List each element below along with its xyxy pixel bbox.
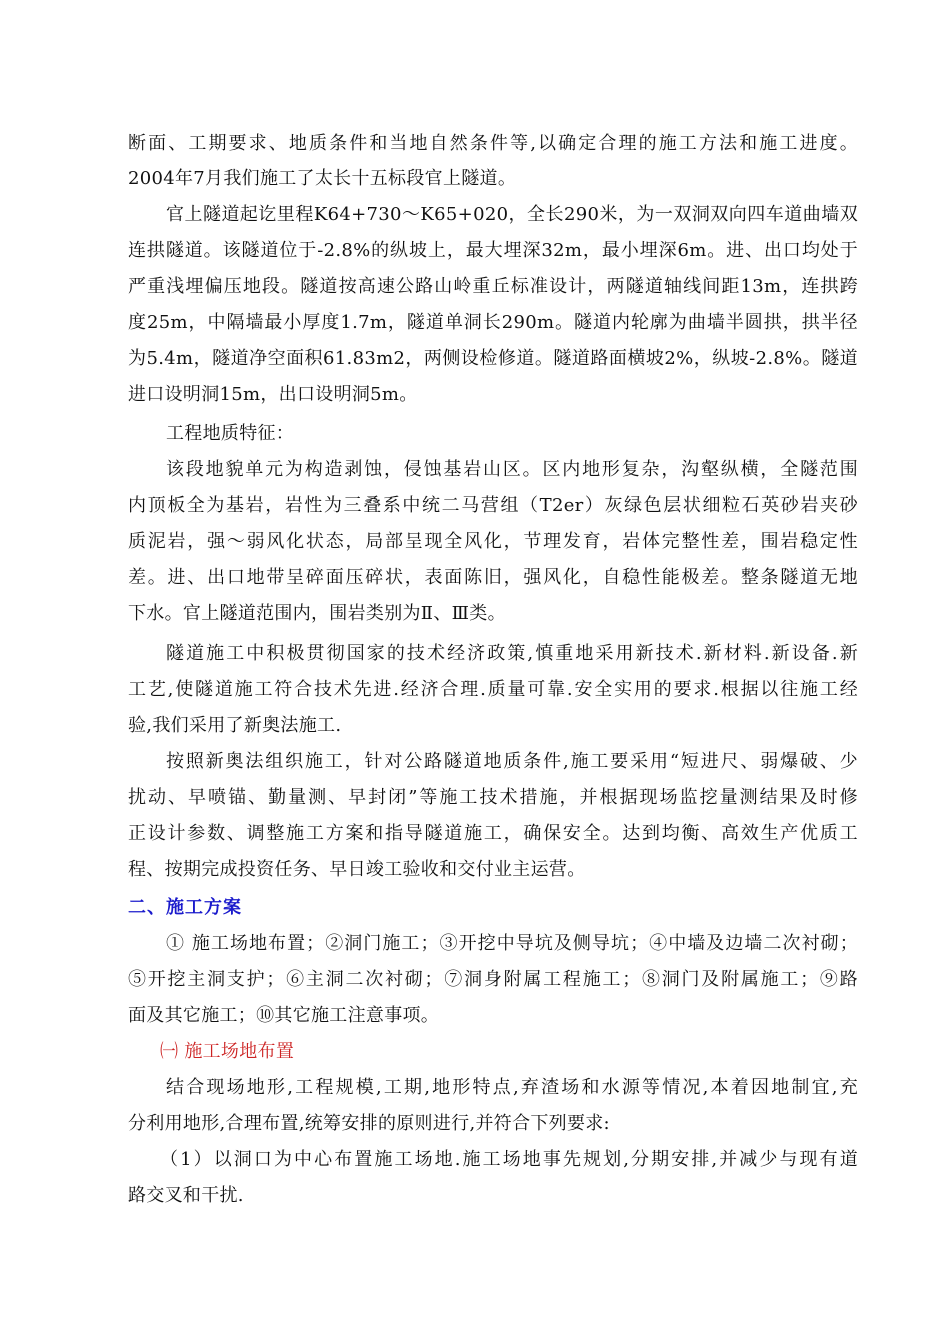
- paragraph-line: 质泥岩，强～弱风化状态，局部呈现全风化，节理发育，岩体完整性差，围岩稳定性: [128, 531, 858, 552]
- paragraph-line: 验,我们采用了新奥法施工.: [128, 715, 342, 736]
- paragraph-line: 分利用地形,合理布置,统筹安排的原则进行,并符合下列要求:: [128, 1113, 610, 1134]
- paragraph-line: 隧道施工中积极贯彻国家的技术经济政策,慎重地采用新技术.新材料.新设备.新: [166, 643, 858, 664]
- section-label: 工程地质特征：: [166, 423, 295, 444]
- paragraph-line: （1）以洞口为中心布置施工场地.施工场地事先规划,分期安排,并减少与现有道: [160, 1149, 858, 1170]
- paragraph-line: 官上隧道起讫里程K64+730～K65+020，全长290米，为一双洞双向四车道曲墙双: [166, 204, 858, 225]
- paragraph-line: 下水。官上隧道范围内，围岩类别为Ⅱ、Ⅲ类。: [128, 603, 506, 624]
- paragraph-line: ⑤开挖主洞支护；⑥主洞二次衬砌；⑦洞身附属工程施工；⑧洞门及附属施工；⑨路: [128, 969, 858, 990]
- paragraph-line: 进口设明洞15m，出口设明洞5m。: [128, 384, 418, 405]
- paragraph-line: 严重浅埋偏压地段。隧道按高速公路山岭重丘标准设计，两隧道轴线间距13m，连拱跨: [128, 276, 858, 297]
- paragraph-line: 连拱隧道。该隧道位于-2.8%的纵坡上，最大埋深32m，最小埋深6m。进、出口均处于: [128, 240, 858, 261]
- paragraph-line: 2004年7月我们施工了太长十五标段官上隧道。: [128, 168, 517, 189]
- section-heading: 二、施工方案: [128, 897, 242, 918]
- paragraph-line: 按照新奥法组织施工，针对公路隧道地质条件,施工要采用“短进尺、弱爆破、少: [166, 751, 858, 772]
- paragraph-line: 该段地貌单元为构造剥蚀，侵蚀基岩山区。区内地形复杂，沟壑纵横，全隧范围: [166, 459, 858, 480]
- paragraph-line: 程、按期完成投资任务、早日竣工验收和交付业主运营。: [128, 859, 586, 880]
- paragraph-line: 正设计参数、调整施工方案和指导隧道施工，确保安全。达到均衡、高效生产优质工: [128, 823, 858, 844]
- subsection-heading: ㈠ 施工场地布置: [160, 1041, 295, 1062]
- paragraph-line: 面及其它施工；⑩其它施工注意事项。: [128, 1005, 440, 1026]
- paragraph-line: 路交叉和干扰.: [128, 1185, 244, 1206]
- paragraph-line: 差。进、出口地带呈碎面压碎状，表面陈旧，强风化，自稳性能极差。整条隧道无地: [128, 567, 858, 588]
- paragraph-line: 内顶板全为基岩，岩性为三叠系中统二马营组（T2er）灰绿色层状细粒石英砂岩夹砂: [128, 495, 858, 516]
- paragraph-line: 断面、工期要求、地质条件和当地自然条件等,以确定合理的施工方法和施工进度。: [128, 133, 858, 154]
- paragraph-line: 度25m，中隔墙最小厚度1.7m，隧道单洞长290m。隧道内轮廓为曲墙半圆拱，拱半径: [128, 312, 858, 333]
- paragraph-line: 为5.4m，隧道净空面积61.83m2，两侧设检修道。隧道路面横坡2%，纵坡-2.8%。隧道: [128, 348, 858, 369]
- paragraph-line: ① 施工场地布置；②洞门施工；③开挖中导坑及侧导坑；④中墙及边墙二次衬砌；: [166, 933, 858, 954]
- paragraph-line: 扰动、早喷锚、勤量测、早封闭”等施工技术措施，并根据现场监挖量测结果及时修: [128, 787, 858, 808]
- paragraph-line: 工艺,使隧道施工符合技术先进.经济合理.质量可靠.安全实用的要求.根据以往施工经: [128, 679, 858, 700]
- paragraph-line: 结合现场地形,工程规模,工期,地形特点,弃渣场和水源等情况,本着因地制宜,充: [166, 1077, 858, 1098]
